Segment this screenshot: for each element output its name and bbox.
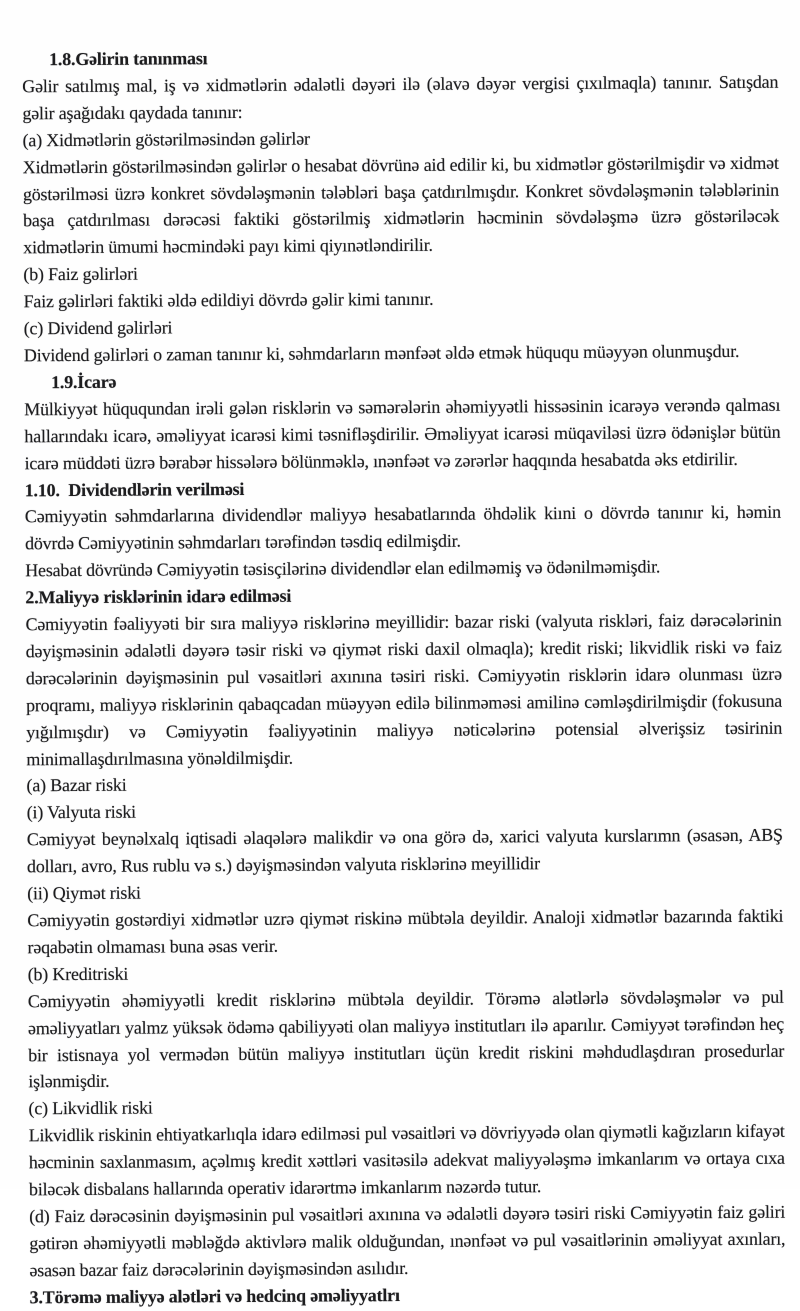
section-heading: 1.9.İcarə (50, 371, 117, 393)
paragraph: (a) Bazar riski (26, 775, 127, 796)
paragraph: Faiz gəlirləri faktiki əldə edildiyi dövrdə gəlir kimi tanınır. (23, 288, 434, 312)
paragraph: Cəmiyyət beynəlxalq iqtisadi əlaqələrə malikdir və ona görə də, xarici valyuta kurslarımn (əsasən, ABŞ dolları, avro, Rus rublu və s.) dəyişməsindən valyuta risklərinə meyillidir (26, 824, 783, 877)
paragraph: (a) Xidmətlərin göstərilməsindən gəlirlər (22, 128, 310, 151)
document-content (22, 42, 786, 1311)
paragraph: Cəmiyyətin fəaliyyəti bir sıra maliyyə risklərinə meyillidir: bazar riski (valyuta riskləri, faiz dərəcələrinin dəyişməsinin ədalətli dəyərə təsir riski və qiymət riski daxil olmaqla); kredit riski; likvidlik riski və faiz dərəcələrinin dəyişməsinin pul vəsaitləri axınına təsiri riski. Cəmiyyətin risklərin idarə olunması üzrə proqramı, maliyyə risklərinin qabaqcadan müəyyən edilə bilinməməsi amilinə cəmləşdirilmişdir (fokusuna yığılmışdır) və Cəmiyyətin fəaliyyətinin maliyyə nəticələrinə potensial əlverişsiz təsirinin minimallaşdırılmasına yönəldilmişdir. (25, 609, 783, 769)
paragraph: Mülkiyyət hüququndan irəli gələn risklərin və səmərələrin əhəmiyyətli hissəsinin icarəyə verəndə qalması hallarındakı icarə, əməliyyat icarəsi kimi təsnifləşdirilir. Əməliyyat icarəsi müqaviləsi üzrə ödənişlər bütün icarə müddəti üzrə bərabər hissələrə bölünməklə, ınənfəət və zərərlər haqqında hesabatda əks etdirilir. (24, 394, 781, 473)
section-heading: 1.8.Gəlirin tanınması (49, 48, 208, 70)
section-heading: 3.Törəmə maliyyə alətləri və hedcinq əməliyyatlrı (29, 1284, 400, 1307)
paragraph: (ii) Qiymət riski (27, 882, 141, 904)
paragraph: Cəmiyyətin gostərdiyi xidmətlər uzrə qiymət riskinə mübtəla deyildir. Analoji xidmətlər bazarında faktiki rəqabətin olmaması buna əsas verir. (27, 905, 784, 958)
paragraph: Cəmiyyətin əhəmiyyətli kredit risklərinə mübtəla deyildir. Törəmə alətlərlə sövdələşmələr və pul əməliyyatları yalmz yüksək ödəmə qabiliyyəti olan maliyyə institutları ilə aparılır. Cəmiyyət tərəfindən heç bir istisnaya yol vermədən bütün maliyyə institutları üçün kredit riskini məhdudlaşdıran prosedurlar işlənmişdir. (27, 986, 785, 1092)
paragraph: Xidmətlərin göstərilməsindən gəlirlər o hesabat dövrünə aid edilir ki, bu xidmətlər göstərilmişdir və xidmət göstərilməsi üzrə konkret sövdələşmənin tələbləri başa çatdırılmışdır. Konkret sövdələşmənin tələblərinin başa çatdırılması dərəcəsi faktiki göstərilmiş xidmətlərin həcminin sövdələşmə üzrə göstəriləcək xidmətlərin ümumi həcmindəki payı kimi qiyınətləndirilir. (22, 152, 780, 258)
paragraph: Hesabat dövründə Cəmiyyətin təsisçilərinə dividendlər elan edilməmiş və ödənilməmişdir. (25, 556, 661, 581)
paragraph: Cəmiyyətin səhmdarlarına dividendlər maliyyə hesabatlarında öhdəlik kiıni o dövrdə tanınır ki, həmin dövrdə Cəmiyyətinin səhmdarları tərəfindən təsdiq edilmişdir. (24, 502, 781, 554)
paragraph: (b) Kreditriski (27, 963, 129, 985)
paragraph: Gəlir satılmış mal, iş və xidmətlərin ədalətli dəyəri ilə (əlavə dəyər vergisi çıxılmaqla) tanınır. Satışdan gəlir aşağıdakı qaydada tanınır: (22, 71, 779, 124)
paragraph: Likvidlik riskinin ehtiyatkarlıqla idarə edilməsi pul vəsaitləri və dövriyyədə olan qiymətli kağızların kifayət həcminin saxlanmasım, açəlmış kredit xəttləri vasitəsilə adekvat maliyyələşmə imkanlarım və ortaya cıxa biləcək disbalans hallarında operativ idarərtmə imkanlarım nəzərdə tutur. (28, 1120, 785, 1200)
paragraph: (d) Faiz dərəcəsinin dəyişməsinin pul vəsaitləri axınına və ədalətli dəyərə təsiri riski Cəmiyyətin faiz gəliri gətirən əhəmiyyətli məbləğdə aktivlərə malik olduğundan, ınənfəət və pul vəsaitlərinin əməliyyat axınları, əsasən bazar faiz dərəcələrinin dəyişməsindən asılıdır. (29, 1201, 786, 1281)
paragraph: (c) Likvidlik riski (28, 1097, 153, 1119)
paragraph: (b) Faiz gəlirləri (23, 263, 138, 285)
section-heading: 1.10. Dividendlərin verilməsi (24, 478, 245, 500)
paragraph: Dividend gəlirləri o zaman tanınır ki, səhmdarların mənfəət əldə etmək hüququ müəyyən olunmuşdur. (23, 340, 740, 366)
paragraph: (c) Dividend gəlirləri (23, 317, 173, 339)
section-heading: 2.Maliyyə risklərinin idarə edilməsi (25, 585, 292, 608)
paragraph: (i) Valyuta riski (26, 802, 136, 823)
